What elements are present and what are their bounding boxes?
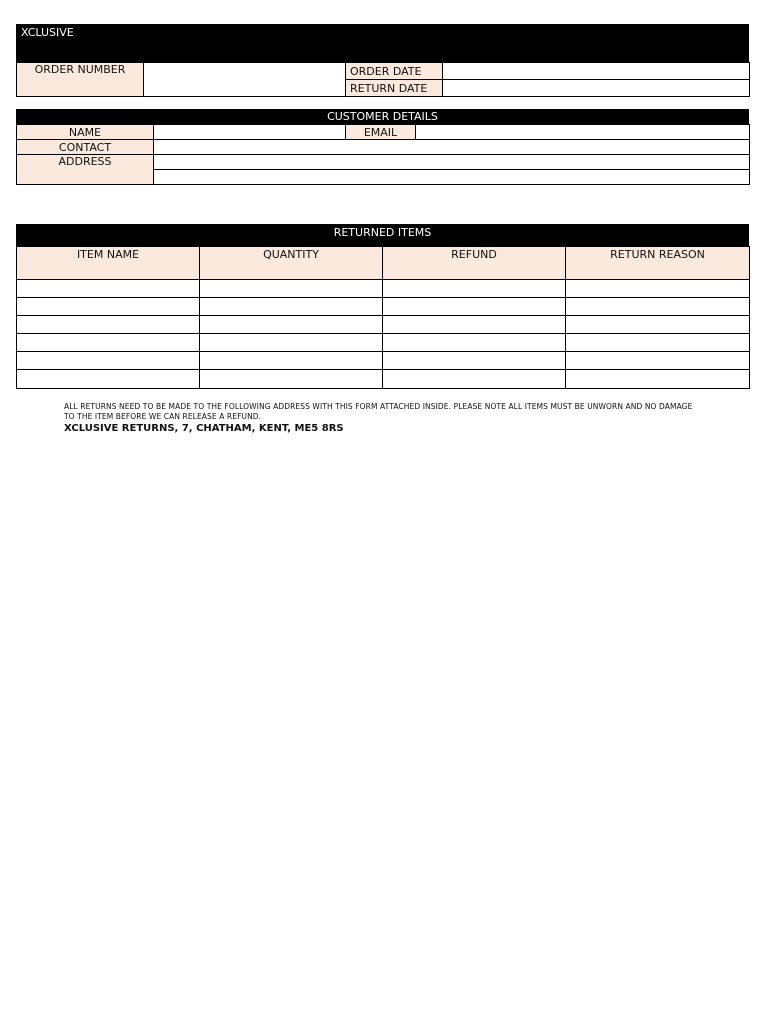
return-reason-cell[interactable] [566,280,750,298]
table-row [17,316,750,334]
returned-items-title: RETURNED ITEMS [16,224,749,247]
quantity-cell[interactable] [200,334,383,352]
order-info-table [16,62,750,97]
contact-label: CONTACT [17,140,154,155]
column-header-item-name: ITEM NAME [17,247,200,280]
refund-cell[interactable] [383,280,566,298]
table-row [17,280,750,298]
return-reason-cell[interactable] [566,316,750,334]
order-date-label: ORDER DATE [346,63,443,80]
order-number-field[interactable] [144,63,346,97]
quantity-cell[interactable] [200,280,383,298]
table-row [17,334,750,352]
table-row [17,352,750,370]
order-number-label: ORDER NUMBER [17,63,144,97]
email-field[interactable] [416,125,750,140]
name-field[interactable] [154,125,346,140]
returned-items-header-row [17,247,750,280]
return-reason-cell[interactable] [566,352,750,370]
brand-name: XCLUSIVE [21,26,74,39]
address-field-line-1[interactable] [154,155,750,170]
item-name-cell[interactable] [17,298,200,316]
item-name-cell[interactable] [17,316,200,334]
refund-cell[interactable] [383,316,566,334]
customer-details-table [16,124,750,185]
quantity-cell[interactable] [200,370,383,389]
item-name-cell[interactable] [17,352,200,370]
returns-policy-note: ALL RETURNS NEED TO BE MADE TO THE FOLLOWING ADDRESS WITH THIS FORM ATTACHED INSIDE. PLEASE NOTE ALL ITEMS MUST BE UNWORN AND NO DAMAGE TO THE ITEM BEFORE WE CAN RELEASE A REFUND. [64,402,693,421]
refund-cell[interactable] [383,352,566,370]
refund-cell[interactable] [383,334,566,352]
order-date-field[interactable] [443,63,750,80]
return-date-field[interactable] [443,80,750,97]
contact-field[interactable] [154,140,750,155]
quantity-cell[interactable] [200,316,383,334]
customer-details-title: CUSTOMER DETAILS [16,109,749,125]
return-reason-cell[interactable] [566,298,750,316]
quantity-cell[interactable] [200,298,383,316]
name-label: NAME [17,125,154,140]
address-field-line-2[interactable] [154,170,750,185]
refund-cell[interactable] [383,370,566,389]
return-reason-cell[interactable] [566,370,750,389]
brand-header [16,24,749,63]
return-reason-cell[interactable] [566,334,750,352]
returns-address: XCLUSIVE RETURNS, 7, CHATHAM, KENT, ME5 8RS [64,423,344,434]
column-header-quantity: QUANTITY [200,247,383,280]
email-label: EMAIL [346,125,416,140]
refund-cell[interactable] [383,298,566,316]
table-row [17,370,750,389]
item-name-cell[interactable] [17,280,200,298]
item-name-cell[interactable] [17,334,200,352]
column-header-refund: REFUND [383,247,566,280]
table-row [17,298,750,316]
item-name-cell[interactable] [17,370,200,389]
column-header-return-reason: RETURN REASON [566,247,750,280]
address-label: ADDRESS [17,155,154,185]
returned-items-table [16,246,750,389]
quantity-cell[interactable] [200,352,383,370]
return-date-label: RETURN DATE [346,80,443,97]
